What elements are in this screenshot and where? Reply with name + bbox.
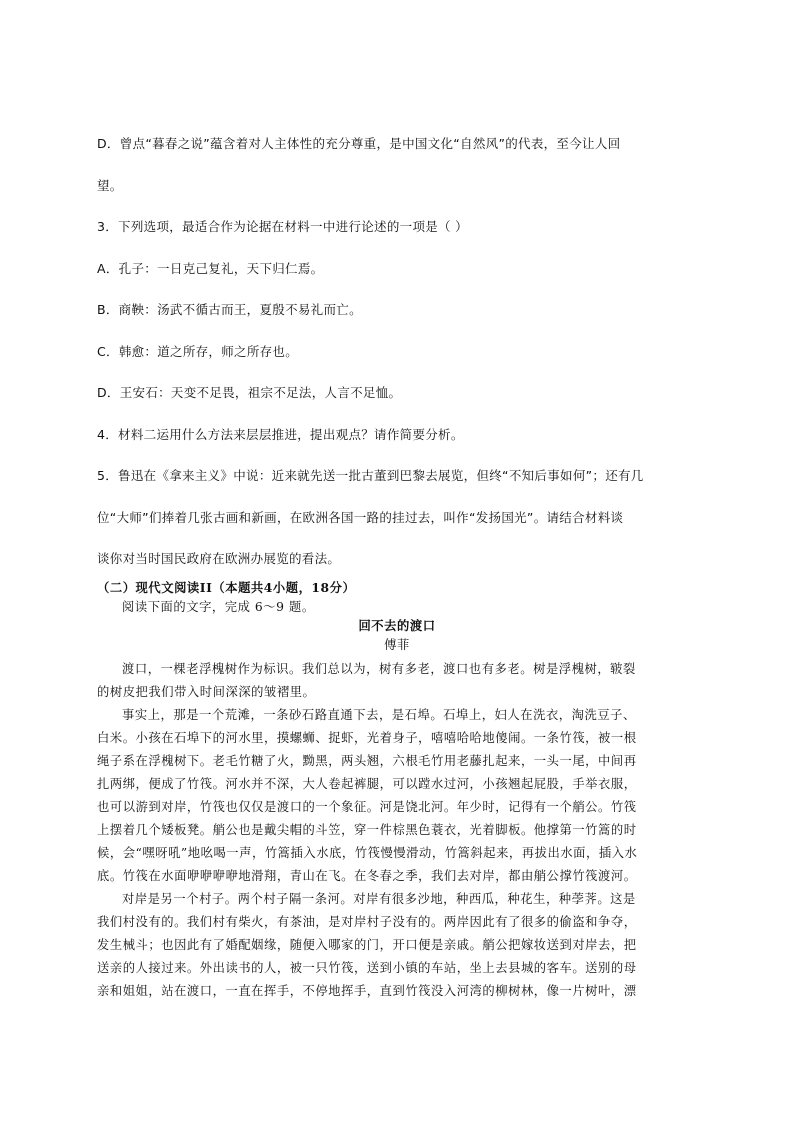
passage-line: 我们村没有的。我们村有柴火，有茶油，是对岸村子没有的。两岸因此有了很多的偷盗和争夺， bbox=[97, 915, 637, 929]
passage-line: 亲和姐姐，站在渡口，一直在挥手，不停地挥手，直到竹筏没入河湾的柳树林，像一片树叶，漂 bbox=[97, 984, 637, 998]
passage-title: 回不去的渡口 bbox=[358, 618, 436, 633]
passage-line: 绳子系在浮槐树下。老毛竹糖了火，黝黑，两头翘，六根毛竹用老藤扎起来，一头一尾，中间再 bbox=[97, 754, 637, 768]
question-2-option-d-line-2: 望。 bbox=[97, 178, 123, 193]
passage-line: 渡口，一棵老浮槐树作为标识。我们总以为，树有多老，渡口也有多老。树是浮槐树，皲裂 bbox=[122, 662, 636, 676]
question-3-option-b: B．商鞅：汤武不循古而王，夏殷不易礼而亡。 bbox=[97, 302, 362, 317]
passage-line: 对岸是另一个村子。两个村子隔一条河。对岸有很多沙地，种西瓜，种花生，种荸荠。这是 bbox=[122, 892, 636, 906]
passage-line: 白米。小孩在石埠下的河水里，摸螺蛳、捉虾，光着身子，嘻嘻哈哈地傻闹。一条竹筏，被一根 bbox=[97, 731, 637, 745]
question-5-line-3: 谈你对当时国民政府在欧洲办展览的看法。 bbox=[97, 551, 341, 566]
passage-author: 傅菲 bbox=[384, 638, 410, 652]
passage-line: 发生械斗；也因此有了婚配姻缘，随便入哪家的门，开口便是亲戚。艄公把嫁妆送到对岸去，把 bbox=[97, 938, 637, 952]
passage-line: 扎两绑，便成了竹筏。河水并不深，大人卷起裤腿，可以蹚水过河，小孩翘起屁股，手举衣服， bbox=[97, 777, 637, 791]
passage-line: 底。竹筏在水面咿咿咿咿地滑翔，青山在飞。在冬春之季，我们去对岸，都由艄公撑竹筏渡河。 bbox=[97, 869, 637, 883]
passage-line: 的树皮把我们带入时间深深的皱褶里。 bbox=[97, 685, 316, 699]
passage-line: 送亲的人接过来。外出读书的人，被一只竹筏，送到小镇的车站，坐上去县城的客车。送别的母 bbox=[97, 961, 637, 975]
question-5-line-2: 位“大师”们捧着几张古画和新画，在欧洲各国一路的挂过去，叫作“发扬国光”。请结合材料谈 bbox=[97, 510, 624, 525]
question-3-option-c: C．韩愈：道之所存，师之所存也。 bbox=[97, 344, 299, 359]
question-3-option-d: D．王安石：天变不足畏，祖宗不足法，人言不足恤。 bbox=[97, 385, 402, 400]
question-2-option-d-line-1: D．曾点“暮春之说”蕴含着对人主体性的充分尊重，是中国文化“自然风”的代表，至今让人回 bbox=[97, 136, 621, 151]
question-3-stem: 3．下列选项，最适合作为论据在材料一中进行论述的一项是（ ） bbox=[97, 219, 468, 234]
reading-instruction: 阅读下面的文字，完成 6～9 题。 bbox=[122, 600, 315, 614]
question-3-option-a: A．孔子：一日克己复礼，天下归仁焉。 bbox=[97, 261, 324, 276]
question-4: 4．材料二运用什么方法来层层推进，提出观点？请作简要分析。 bbox=[97, 427, 464, 442]
question-5-line-1: 5．鲁迅在《拿来主义》中说：近来就先送一批古董到巴黎去展览，但终“不知后事如何”；还有几 bbox=[97, 468, 644, 483]
section-heading: （二）现代文阅读II（本题共4小题，18分） bbox=[97, 580, 356, 595]
passage-line: 也可以游到对岸，竹筏也仅仅是渡口的一个象征。河是饶北河。年少时，记得有一个艄公。竹筏 bbox=[97, 800, 637, 814]
passage-line: 候，会“嘿呀吼”地吆喝一声，竹篙插入水底，竹筏慢慢滑动，竹篙斜起来，再拔出水面，插入水 bbox=[97, 846, 638, 860]
passage-line: 事实上，那是一个荒滩，一条砂石路直通下去，是石埠。石埠上，妇人在洗衣，淘洗豆子、 bbox=[122, 708, 636, 722]
passage-line: 上摆着几个矮板凳。艄公也是戴尖帽的斗笠，穿一件棕黑色蓑衣，光着脚板。他撑第一竹篙的时 bbox=[97, 823, 637, 837]
